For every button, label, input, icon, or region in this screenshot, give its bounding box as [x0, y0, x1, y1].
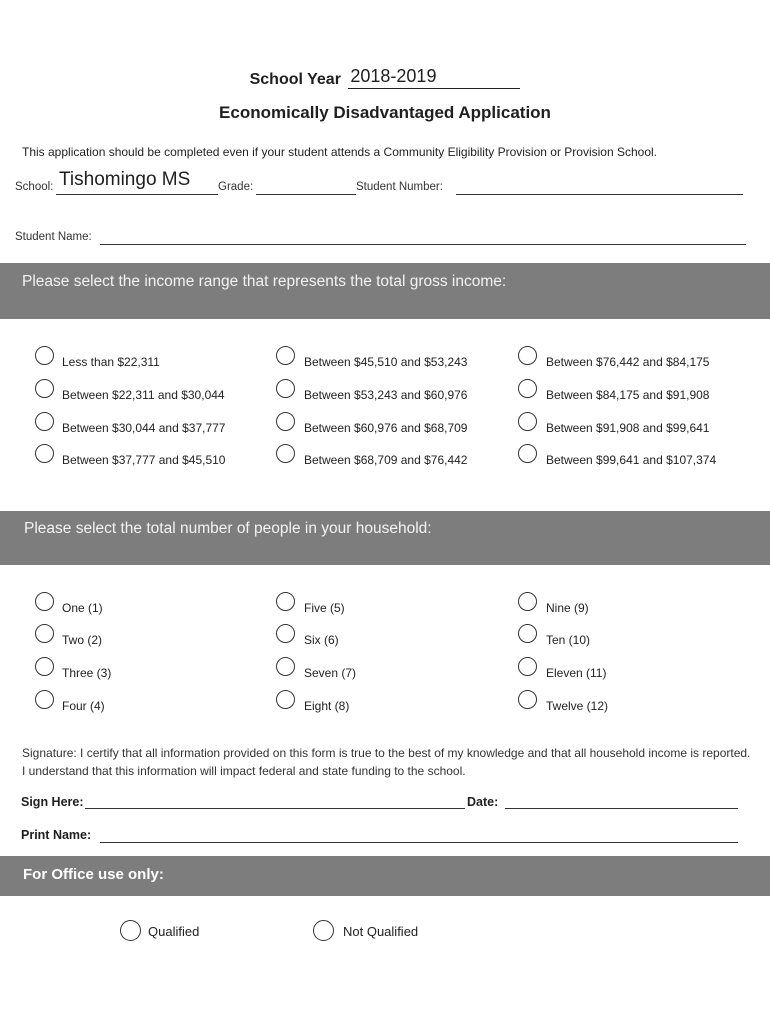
household-radio[interactable]	[518, 657, 537, 676]
household-option-label: Three (3)	[62, 666, 112, 680]
student-name-label: Student Name:	[15, 231, 92, 243]
school-year-field[interactable]	[348, 66, 520, 89]
household-option-label: Four (4)	[62, 699, 105, 713]
school-year-heading	[0, 66, 770, 89]
household-radio[interactable]	[35, 624, 54, 643]
form-title: Economically Disadvantaged Application	[219, 103, 551, 122]
income-radio[interactable]	[276, 346, 295, 365]
household-radio[interactable]	[276, 624, 295, 643]
household-radio[interactable]	[518, 592, 537, 611]
income-radio[interactable]	[35, 346, 54, 365]
income-radio[interactable]	[35, 444, 54, 463]
qualified-label: Qualified	[148, 924, 200, 939]
qualified-radio[interactable]	[120, 920, 141, 941]
income-option-label: Between $37,777 and $45,510	[62, 453, 226, 467]
date-label: Date:	[467, 795, 499, 809]
grade-label: Grade:	[218, 181, 254, 193]
household-radio[interactable]	[518, 690, 537, 709]
household-option-label: Six (6)	[304, 633, 339, 647]
school-field[interactable]	[56, 194, 218, 195]
print-name-field[interactable]	[100, 842, 738, 843]
income-heading: Please select the income range that represents the total gross income:	[22, 273, 507, 290]
income-option-label: Between $22,311 and $30,044	[62, 388, 225, 402]
print-name-label: Print Name:	[21, 828, 92, 842]
office-use-heading: For Office use only:	[23, 866, 164, 883]
income-option-label: Between $91,908 and $99,641	[546, 421, 710, 435]
income-radio[interactable]	[518, 444, 537, 463]
school-value: Tishomingo MS	[59, 169, 191, 190]
household-option-label: Eleven (11)	[546, 666, 607, 680]
sign-here-label: Sign Here:	[21, 795, 84, 809]
household-radio[interactable]	[518, 624, 537, 643]
household-option-label: Five (5)	[304, 601, 345, 615]
household-radio[interactable]	[35, 592, 54, 611]
sign-here-field[interactable]	[85, 808, 465, 809]
income-option-label: Between $84,175 and $91,908	[546, 388, 710, 402]
income-option-label: Between $76,442 and $84,175	[546, 355, 710, 369]
income-option-label: Between $68,709 and $76,442	[304, 453, 468, 467]
household-section-banner	[0, 511, 770, 565]
income-radio[interactable]	[518, 379, 537, 398]
income-section-banner	[0, 263, 770, 319]
school-label: School:	[15, 181, 54, 193]
date-field[interactable]	[505, 808, 738, 809]
income-option-label: Between $60,976 and $68,709	[304, 421, 468, 435]
income-radio[interactable]	[35, 379, 54, 398]
income-radio[interactable]	[276, 379, 295, 398]
household-option-label: Seven (7)	[304, 666, 357, 680]
household-radio[interactable]	[35, 657, 54, 676]
income-option-label: Between $99,641 and $107,374	[546, 453, 717, 467]
income-option-label: Between $30,044 and $37,777	[62, 421, 226, 435]
school-year-label: School Year	[249, 71, 341, 88]
household-option-label: Twelve (12)	[546, 699, 609, 713]
household-heading: Please select the total number of people in your household:	[24, 520, 432, 537]
household-radio[interactable]	[35, 690, 54, 709]
not-qualified-radio[interactable]	[313, 920, 334, 941]
income-option-label: Less than $22,311	[62, 355, 160, 369]
household-radio[interactable]	[276, 657, 295, 676]
income-radio[interactable]	[35, 412, 54, 431]
income-radio[interactable]	[518, 346, 537, 365]
household-option-label: One (1)	[62, 601, 103, 615]
income-radio[interactable]	[276, 412, 295, 431]
student-number-field[interactable]	[456, 194, 743, 195]
household-option-label: Eight (8)	[304, 699, 350, 713]
intro-text: This application should be completed even if your student attends a Community Eligibility Provision or Provision School.	[22, 145, 657, 159]
income-radio[interactable]	[518, 412, 537, 431]
income-option-label: Between $45,510 and $53,243	[304, 355, 468, 369]
household-option-label: Nine (9)	[546, 601, 589, 615]
household-option-label: Two (2)	[62, 633, 103, 647]
household-option-label: Ten (10)	[546, 633, 591, 647]
office-use-banner	[0, 856, 770, 896]
signature-statement: Signature: I certify that all information provided on this form is true to the best of my knowledge and that all household income is reported. I understand that this information will impact federal and state funding to the school.	[22, 746, 751, 778]
household-radio[interactable]	[276, 592, 295, 611]
household-radio[interactable]	[276, 690, 295, 709]
student-name-field[interactable]	[100, 244, 746, 245]
income-option-label: Between $53,243 and $60,976	[304, 388, 468, 402]
school-year-value: 2018-2019	[350, 66, 437, 86]
income-radio[interactable]	[276, 444, 295, 463]
student-number-label: Student Number:	[356, 181, 443, 193]
grade-field[interactable]	[256, 194, 356, 195]
not-qualified-label: Not Qualified	[343, 924, 419, 939]
